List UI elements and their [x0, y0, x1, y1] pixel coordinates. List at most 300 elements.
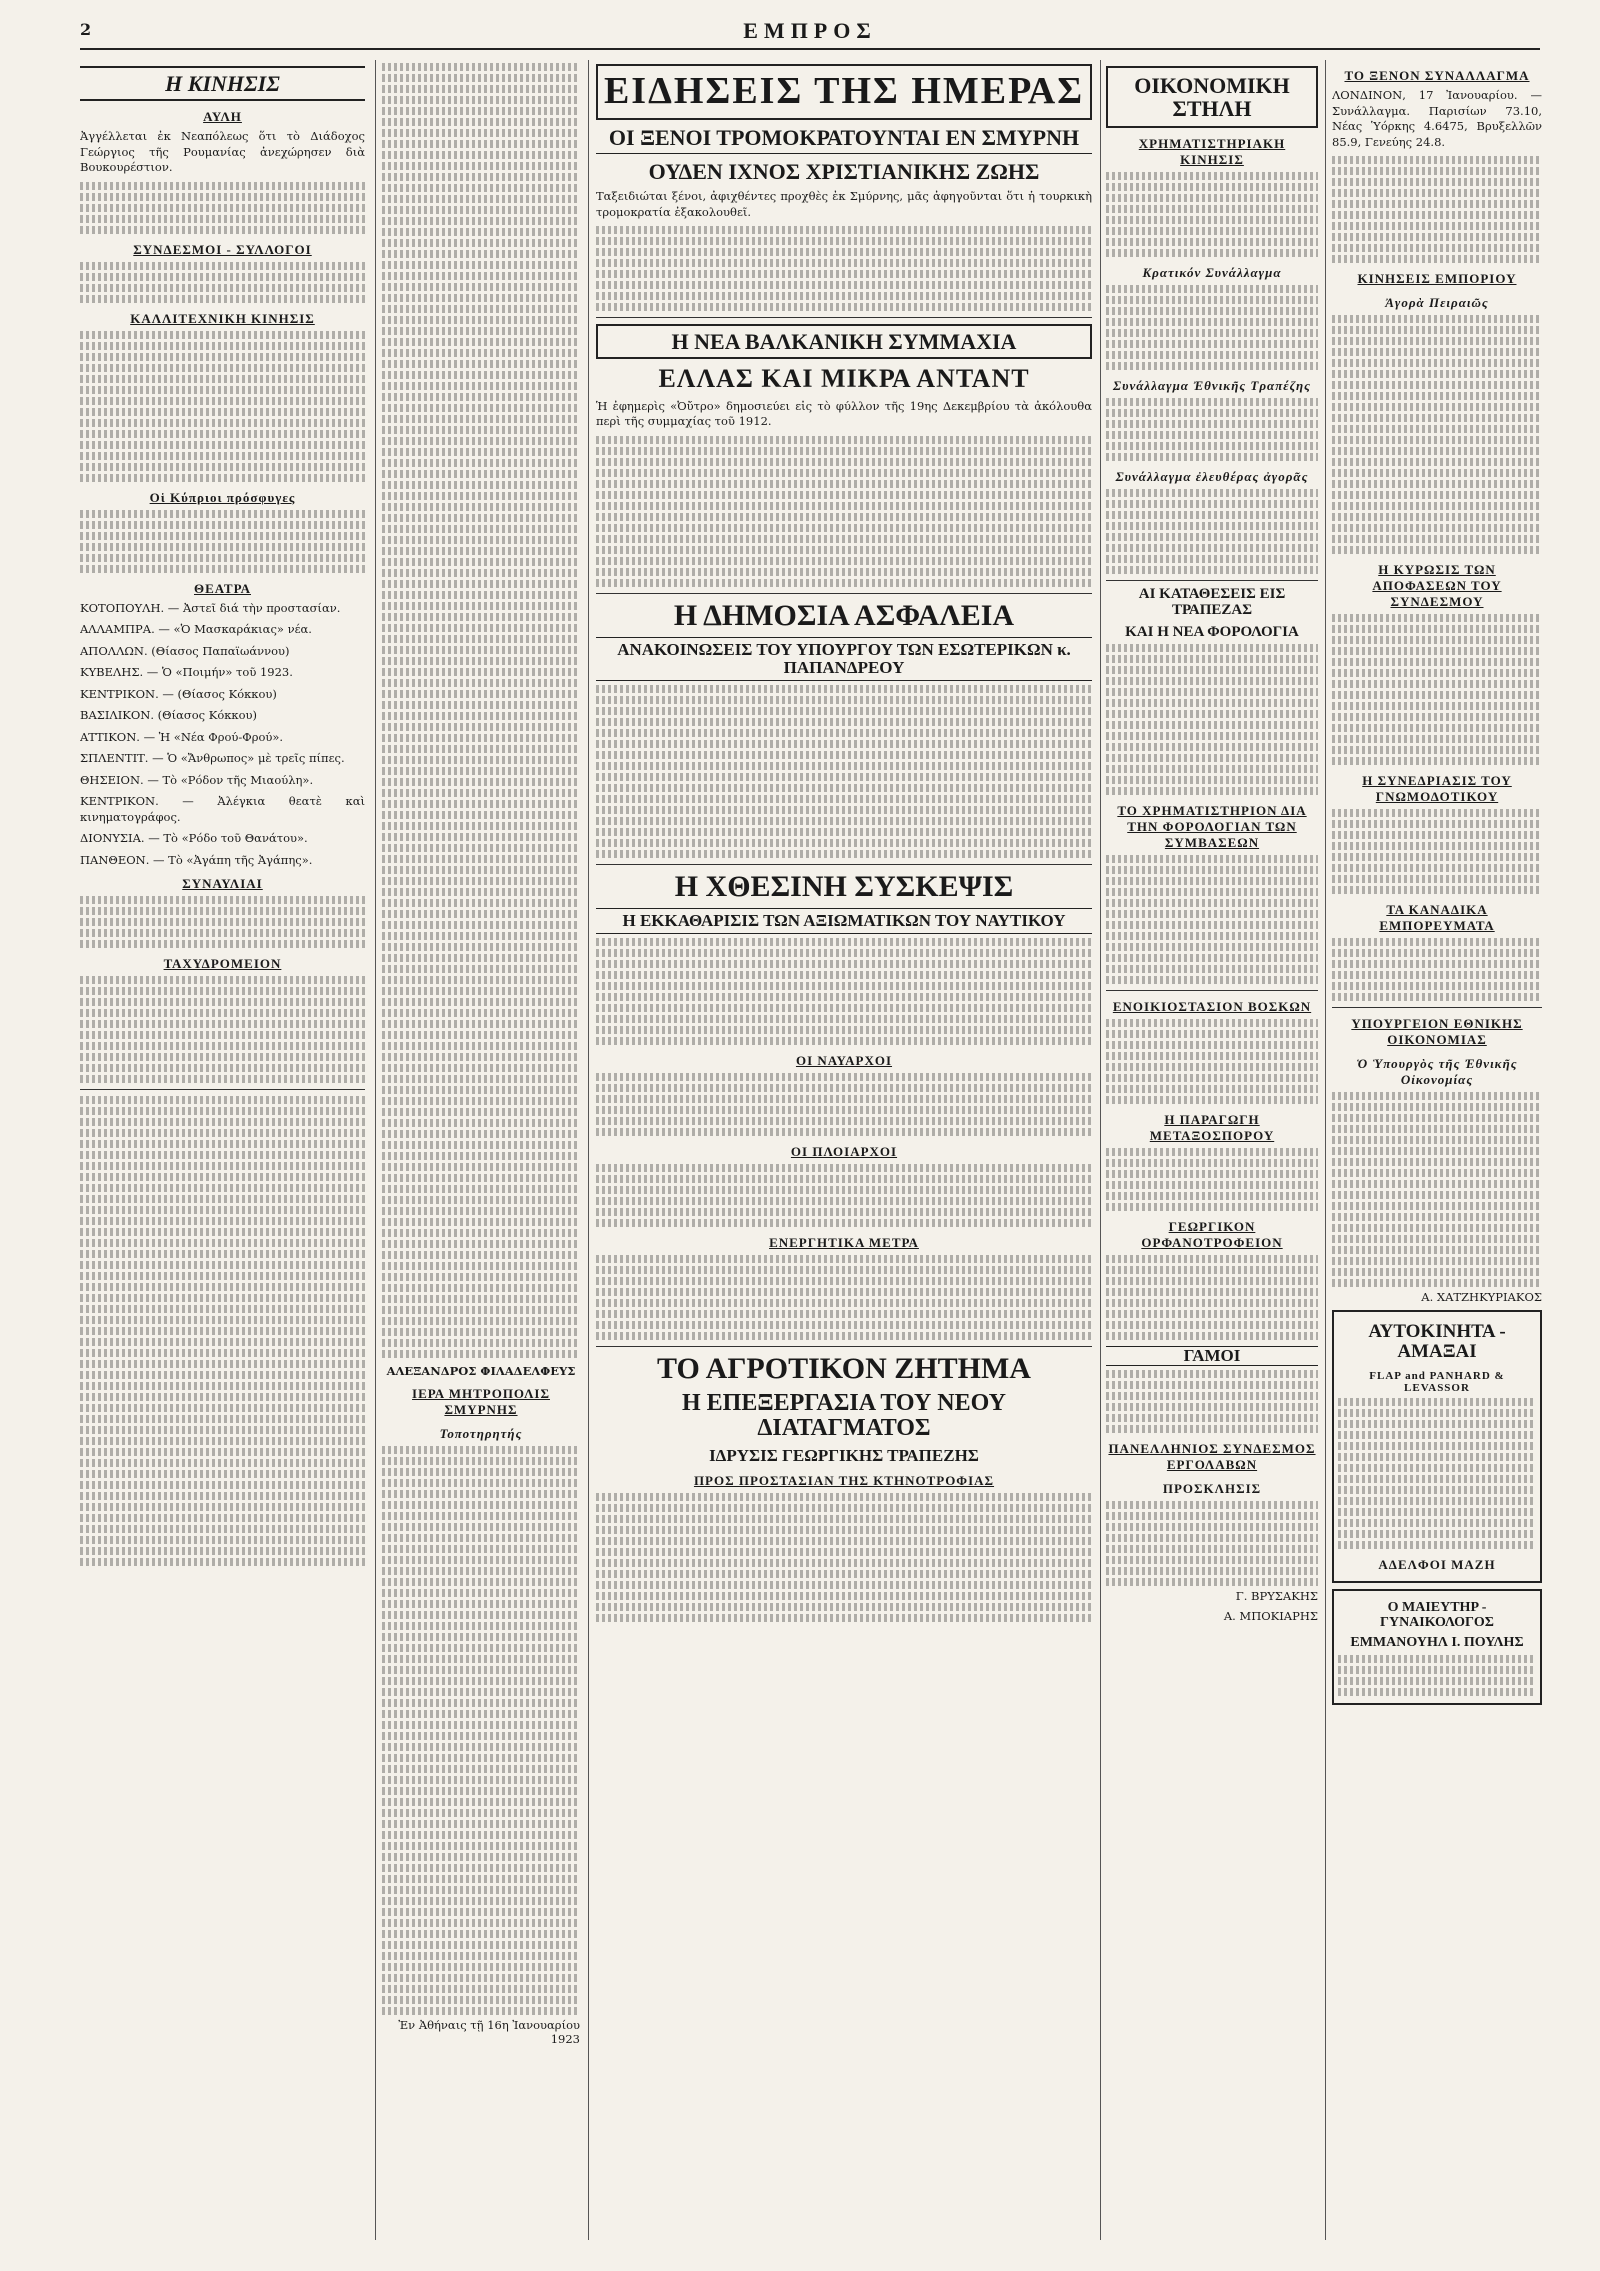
illegible-text-line [382, 1886, 580, 1894]
illegible-text-line [382, 800, 580, 808]
illegible-text-line [596, 1015, 1092, 1023]
illegible-text-line [382, 1633, 580, 1641]
signature: Γ. ΒΡΥΣΑΚΗΣ [1235, 1589, 1318, 1604]
illegible-text-line [382, 261, 580, 269]
illegible-text-line [1332, 436, 1542, 444]
illegible-text-line [382, 844, 580, 852]
illegible-text-line [1332, 425, 1542, 433]
illegible-text-line [1106, 307, 1318, 315]
illegible-text-line [1106, 1523, 1318, 1531]
illegible-text-line [1332, 960, 1542, 968]
illegible-text-line [596, 237, 1092, 245]
illegible-text-line [382, 1743, 580, 1751]
illegible-text-line [1338, 1475, 1536, 1483]
illegible-text-line [382, 1721, 580, 1729]
illegible-text-line [382, 1600, 580, 1608]
illegible-text-line [382, 1754, 580, 1762]
illegible-text-line [382, 294, 580, 302]
illegible-text-line [596, 469, 1092, 477]
illegible-text-line [1332, 524, 1542, 532]
illegible-text-line [596, 1537, 1092, 1545]
illegible-text-line [382, 1240, 580, 1248]
illegible-text-line [382, 1163, 580, 1171]
illegible-text-line [1106, 522, 1318, 530]
illegible-text-line [382, 107, 580, 115]
illegible-text-line [596, 806, 1092, 814]
illegible-text-line [596, 447, 1092, 455]
illegible-text-line [382, 1479, 580, 1487]
illegible-text-line [1106, 932, 1318, 940]
illegible-text-line [382, 954, 580, 962]
illegible-text-line [382, 1985, 580, 1993]
illegible-text-line [596, 226, 1092, 234]
illegible-text-line [596, 1026, 1092, 1034]
illegible-text-line [382, 140, 580, 148]
illegible-text-line [596, 535, 1092, 543]
illegible-text-line [596, 1603, 1092, 1611]
illegible-text-line [1332, 315, 1542, 323]
illegible-text-line [1338, 1398, 1536, 1406]
headline: ΑΙ ΚΑΤΑΘΕΣΕΙΣ ΕΙΣ ΤΡΑΠΕΖΑΣ [1138, 586, 1286, 618]
theatre-listing: ΔΙΟΝΥΣΙΑ. — Τὸ «Ρόδο τοῦ Θανάτου». [80, 831, 308, 846]
illegible-text-line [1332, 458, 1542, 466]
illegible-text-line [1106, 721, 1318, 729]
illegible-text-line [596, 982, 1092, 990]
illegible-text-line [382, 932, 580, 940]
illegible-text-line [382, 602, 580, 610]
illegible-text-line [596, 281, 1092, 289]
illegible-text-line [382, 558, 580, 566]
illegible-text-line [1332, 1103, 1542, 1111]
illegible-text-line [1106, 420, 1318, 428]
illegible-text-line [1338, 1530, 1536, 1538]
illegible-text-line [1106, 1578, 1318, 1586]
illegible-text-line [1332, 535, 1542, 543]
illegible-text-line [1332, 200, 1542, 208]
illegible-text-line [596, 579, 1092, 587]
illegible-text-line [1332, 1279, 1542, 1287]
illegible-text-line [1332, 1169, 1542, 1177]
illegible-text-line [1106, 1403, 1318, 1411]
illegible-text-line [1106, 732, 1318, 740]
ad-title: ΑΥΤΟΚΙΝΗΤΑ - ΑΜΑΞΑΙ [1368, 1321, 1506, 1362]
illegible-text-line [596, 1592, 1092, 1600]
illegible-text-line [596, 784, 1092, 792]
illegible-text-line [382, 173, 580, 181]
illegible-text-line [1106, 172, 1318, 180]
illegible-text-line [382, 1996, 580, 2004]
illegible-text-line [382, 2007, 580, 2015]
illegible-text-line [596, 1004, 1092, 1012]
illegible-text-line [382, 1842, 580, 1850]
illegible-text-line [1106, 866, 1318, 874]
illegible-text-line [382, 1009, 580, 1017]
news-banner: ΕΙΔΗΣΕΙΣ ΤΗΣ ΗΜΕΡΑΣ [596, 64, 1092, 120]
illegible-text-line [382, 734, 580, 742]
illegible-text-line [382, 547, 580, 555]
illegible-text-line [1332, 255, 1542, 263]
illegible-text-line [382, 1732, 580, 1740]
illegible-text-line [1106, 227, 1318, 235]
illegible-text-line [382, 1688, 580, 1696]
illegible-text-line [596, 839, 1092, 847]
illegible-text-line [382, 921, 580, 929]
illegible-text-line [1332, 875, 1542, 883]
illegible-text-line [382, 1919, 580, 1927]
ad-title: Ο ΜΑΙΕΥΤΗΡ - ΓΥΝΑΙΚΟΛΟΓΟΣ [1380, 1599, 1494, 1630]
theatre-listing: ΑΠΟΛΛΩΝ. (Θίασος Παπαϊωάννου) [80, 643, 290, 658]
theatre-listing: ΚΕΝΤΡΙΚΟΝ. — (Θίασος Κόκκου) [80, 686, 277, 701]
illegible-text-line [1332, 337, 1542, 345]
illegible-text-line [382, 459, 580, 467]
illegible-text-line [382, 1908, 580, 1916]
illegible-text-line [1106, 1192, 1318, 1200]
illegible-text-line [596, 303, 1092, 311]
illegible-text-line [596, 458, 1092, 466]
illegible-text-line [1332, 1092, 1542, 1100]
headline: ΟΥΔΕΝ ΙΧΝΟΣ ΧΡΙΣΤΙΑΝΙΚΗΣ ΖΩΗΣ [648, 158, 1040, 184]
illegible-text-line [1106, 943, 1318, 951]
illegible-text-line [1106, 1414, 1318, 1422]
illegible-text-line [1106, 362, 1318, 370]
illegible-text-line [382, 1677, 580, 1685]
illegible-text-line [382, 448, 580, 456]
illegible-text-line [596, 685, 1092, 693]
illegible-text-line [382, 1295, 580, 1303]
illegible-text-line [382, 1053, 580, 1061]
illegible-text-line [1106, 1545, 1318, 1553]
theatre-listing: ΚΟΤΟΠΟΥΛΗ. — Ἀστεῖ διά τὴν προστασίαν. [80, 600, 341, 615]
headline: ΑΝΑΚΟΙΝΩΣΕΙΣ ΤΟΥ ΥΠΟΥΡΓΟΥ ΤΩΝ ΕΣΩΤΕΡΙΚΩΝ κ. ΠΑΠΑΝΔΡΕΟΥ [596, 637, 1092, 681]
illegible-text-line [382, 1075, 580, 1083]
illegible-text-line [1106, 899, 1318, 907]
theatre-listing: ΚΕΝΤΡΙΚΟΝ. — Ἀλέγκια θεατὲ καὶ κινηματογράφος. [80, 794, 365, 824]
illegible-text-line [1106, 194, 1318, 202]
illegible-text-line [382, 1512, 580, 1520]
illegible-text-line [1338, 1666, 1536, 1674]
illegible-text-line [1106, 743, 1318, 751]
headline: ΚΑΙ Η ΝΕΑ ΦΟΡΟΛΟΓΙΑ [1125, 623, 1299, 640]
section-title: ΤΟ ΞΕΝΟΝ ΣΥΝΑΛΛΑΓΜΑ [1344, 68, 1530, 83]
illegible-text-line [1106, 398, 1318, 406]
illegible-text-line [1106, 285, 1318, 293]
illegible-text-line [1332, 502, 1542, 510]
illegible-text-line [382, 316, 580, 324]
illegible-text-line [1106, 1512, 1318, 1520]
illegible-text-line [596, 524, 1092, 532]
illegible-text-line [1106, 1332, 1318, 1340]
illegible-text-line [1332, 809, 1542, 817]
illegible-text-line [382, 1218, 580, 1226]
column-two [382, 60, 580, 2240]
illegible-text-line [382, 1020, 580, 1028]
illegible-text-line [382, 1534, 580, 1542]
illegible-text-line [596, 491, 1092, 499]
section-title: Οἱ Κύπριοι πρόσφυγες [149, 489, 296, 505]
masthead [80, 18, 1540, 50]
illegible-text-line [382, 272, 580, 280]
section-title: ΥΠΟΥΡΓΕΙΟΝ ΕΘΝΙΚΗΣ ΟΙΚΟΝΟΜΙΑΣ [1351, 1016, 1523, 1048]
illegible-text-line [382, 1809, 580, 1817]
illegible-text-line [596, 762, 1092, 770]
ad-brand: FLAP and PANHARD & LEVASSOR [1369, 1369, 1505, 1394]
illegible-text-line [1106, 776, 1318, 784]
signature: ΑΛΕΞΑΝΔΡΟΣ ΦΙΛΑΔΕΛΦΕΥΣ [386, 1364, 576, 1378]
illegible-text-line [382, 1501, 580, 1509]
illegible-text-line [596, 292, 1092, 300]
illegible-text-line [1106, 216, 1318, 224]
illegible-text-line [382, 1567, 580, 1575]
illegible-text-line [1332, 691, 1542, 699]
illegible-text-line [1332, 658, 1542, 666]
illegible-text-line [1332, 1246, 1542, 1254]
illegible-text-line [596, 949, 1092, 957]
illegible-text-line [382, 1864, 580, 1872]
illegible-text-line [1332, 167, 1542, 175]
column-news [596, 60, 1092, 2240]
article-text: Ἡ ἐφημερὶς «Ὀὔτρο» δημοσιεύει εἰς τὸ φύλλον τῆς 19ης Δεκεμβρίου τὰ ἀκόλουθα περὶ τῆς συμμαχίας τοῦ 1912. [596, 398, 1092, 429]
illegible-text-line [596, 1321, 1092, 1329]
section-title: ΧΡΗΜΑΤΙΣΤΗΡΙΑΚΗ ΚΙΝΗΣΙΣ [1138, 136, 1286, 168]
theatre-listing: ΚΥΒΕΛΗΣ. — Ὁ «Ποιμήν» τοῦ 1923. [80, 665, 293, 680]
illegible-text-line [1338, 1486, 1536, 1494]
illegible-text-line [1332, 513, 1542, 521]
illegible-text-line [382, 415, 580, 423]
illegible-text-line [382, 1064, 580, 1072]
illegible-text-line [1332, 1213, 1542, 1221]
illegible-text-line [1106, 1074, 1318, 1082]
illegible-text-line [382, 1545, 580, 1553]
illegible-text-line [382, 987, 580, 995]
illegible-text-line [1106, 238, 1318, 246]
illegible-text-line [596, 1266, 1092, 1274]
illegible-text-line [1106, 1277, 1318, 1285]
illegible-text-line [382, 1622, 580, 1630]
section-title: ΕΝΕΡΓΗΤΙΚΑ ΜΕΤΡΑ [769, 1235, 919, 1251]
illegible-text-line [1338, 1541, 1536, 1549]
illegible-text-line [1106, 1181, 1318, 1189]
illegible-text-line [1338, 1453, 1536, 1461]
illegible-text-line [1106, 910, 1318, 918]
illegible-text-line [1106, 533, 1318, 541]
illegible-text-line [1332, 669, 1542, 677]
illegible-text-line [382, 1251, 580, 1259]
illegible-text-line [596, 1186, 1092, 1194]
illegible-text-line [382, 371, 580, 379]
illegible-text-line [382, 1031, 580, 1039]
illegible-text-line [382, 1207, 580, 1215]
illegible-text-line [1106, 921, 1318, 929]
headline: Η ΕΠΕΞΕΡΓΑΣΙΑ ΤΟΥ ΝΕΟΥ ΔΙΑΤΑΓΜΑΤΟΣ [682, 1389, 1006, 1441]
illegible-text-line [382, 1086, 580, 1094]
illegible-text-line [1338, 1431, 1536, 1439]
illegible-text-line [1338, 1677, 1536, 1685]
illegible-text-line [382, 767, 580, 775]
illegible-text-line [382, 118, 580, 126]
section-title: Η ΚΥΡΩΣΙΣ ΤΩΝ ΑΠΟΦΑΣΕΩΝ ΤΟΥ ΣΥΝΔΕΣΜΟΥ [1372, 562, 1502, 610]
illegible-text-line [596, 248, 1092, 256]
illegible-text-line [1106, 1534, 1318, 1542]
theatre-listing: ΑΤΤΙΚΟΝ. — Ἡ «Νέα Φρού-Φρού». [80, 729, 284, 744]
illegible-text-line [596, 938, 1092, 946]
section-title: Η ΣΥΝΕΔΡΙΑΣΙΣ ΤΟΥ ΓΝΩΜΟΔΟΤΙΚΟΥ [1362, 773, 1512, 805]
illegible-text-line [382, 701, 580, 709]
illegible-text-line [1332, 993, 1542, 1001]
illegible-text-line [1332, 546, 1542, 554]
illegible-text-line [1106, 340, 1318, 348]
illegible-text-line [382, 778, 580, 786]
illegible-text-line [382, 481, 580, 489]
illegible-text-line [382, 305, 580, 313]
illegible-text-line [1332, 982, 1542, 990]
illegible-text-line [1338, 1409, 1536, 1417]
illegible-text-line [382, 1875, 580, 1883]
illegible-text-line [1106, 1425, 1318, 1433]
illegible-text-line [596, 795, 1092, 803]
section-title: ΚΙΝΗΣΕΙΣ ΕΜΠΟΡΙΟΥ [1357, 271, 1517, 287]
headline: Η ΝΕΑ ΒΑΛΚΑΝΙΚΗ ΣΥΜΜΑΧΙΑ [596, 324, 1092, 359]
ad-firm: ΑΔΕΛΦΟΙ ΜΑΖΗ [1378, 1556, 1496, 1572]
headline: ΟΙ ΞΕΝΟΙ ΤΡΟΜΟΚΡΑΤΟΥΝΤΑΙ ΕΝ ΣΜΥΡΝΗ [596, 126, 1092, 154]
illegible-text-line [1332, 189, 1542, 197]
illegible-text-line [382, 1820, 580, 1828]
illegible-text-line [1106, 318, 1318, 326]
illegible-text-line [1106, 1203, 1318, 1211]
illegible-text-line [382, 888, 580, 896]
illegible-text-line [1332, 222, 1542, 230]
headline: ΙΔΡΥΣΙΣ ΓΕΩΡΓΙΚΗΣ ΤΡΑΠΕΖΗΣ [709, 1445, 979, 1465]
illegible-text-line [1332, 1114, 1542, 1122]
illegible-text-line [1332, 1158, 1542, 1166]
section-title: Κρατικόν Συνάλλαγμα [1142, 265, 1282, 281]
section-title: ΠΡΟΣ ΠΡΟΣΤΑΣΙΑΝ ΤΗΣ ΚΤΗΝΟΤΡΟΦΙΑΣ [693, 1472, 995, 1488]
illegible-text-line [596, 1548, 1092, 1556]
illegible-text-line [596, 773, 1092, 781]
illegible-text-line [596, 480, 1092, 488]
illegible-text-line [1332, 359, 1542, 367]
theatre-listing: ΠΑΝΘΕΟΝ. — Τὸ «Ἀγάπη τῆς Ἀγάπης». [80, 852, 313, 867]
illegible-text-line [596, 993, 1092, 1001]
illegible-text-line [1106, 1063, 1318, 1071]
illegible-text-line [382, 1523, 580, 1531]
illegible-text-line [596, 1504, 1092, 1512]
illegible-text-line [1106, 1310, 1318, 1318]
illegible-text-line [596, 1164, 1092, 1172]
illegible-text-line [382, 591, 580, 599]
illegible-text-line [382, 382, 580, 390]
illegible-text-line [1106, 1556, 1318, 1564]
illegible-text-line [382, 756, 580, 764]
illegible-text-line [382, 822, 580, 830]
headline: Η ΧΘΕΣΙΝΗ ΣΥΣΚΕΨΙΣ [674, 869, 1014, 903]
illegible-text-line [1332, 381, 1542, 389]
illegible-text-line [382, 1152, 580, 1160]
illegible-text-line [382, 855, 580, 863]
illegible-text-line [596, 1197, 1092, 1205]
illegible-text-line [382, 228, 580, 236]
illegible-text-line [382, 1457, 580, 1465]
illegible-text-line [1106, 183, 1318, 191]
illegible-text-line [596, 707, 1092, 715]
illegible-text-line [1338, 1497, 1536, 1505]
illegible-text-line [382, 1490, 580, 1498]
illegible-text-line [1106, 453, 1318, 461]
illegible-text-line [1106, 511, 1318, 519]
illegible-text-line [1332, 156, 1542, 164]
illegible-text-line [1332, 636, 1542, 644]
section-title: Συνάλλαγμα ἐλευθέρας ἀγορᾶς [1115, 469, 1309, 485]
illegible-text-line [382, 1853, 580, 1861]
illegible-text-line [596, 1515, 1092, 1523]
illegible-text-line [596, 568, 1092, 576]
illegible-text-line [382, 1097, 580, 1105]
illegible-text-line [596, 1255, 1092, 1263]
illegible-text-line [382, 833, 580, 841]
section-title: Συνάλλαγμα Ἐθνικῆς Τραπέζης [1113, 378, 1311, 394]
illegible-text-line [596, 1084, 1092, 1092]
illegible-text-line [1332, 647, 1542, 655]
illegible-text-line [1332, 938, 1542, 946]
illegible-text-line [382, 998, 580, 1006]
illegible-text-line [1332, 949, 1542, 957]
illegible-text-line [382, 745, 580, 753]
article-text: ΛΟΝΔΙΝΟΝ, 17 Ἰανουαρίου. — Συνάλλαγμα. Παρισίων 73.10, Νέας Ὑόρκης 4.6475, Βρυξελλῶν 85.9, Γενεύης 24.8. [1332, 88, 1542, 149]
illegible-text-line [382, 910, 580, 918]
illegible-text-line [1332, 724, 1542, 732]
illegible-text-line [382, 1350, 580, 1358]
illegible-text-line [1332, 469, 1542, 477]
illegible-text-line [382, 1108, 580, 1116]
illegible-text-line [382, 1798, 580, 1806]
illegible-text-line [596, 729, 1092, 737]
illegible-text-line [1332, 392, 1542, 400]
illegible-text-line [382, 569, 580, 577]
illegible-text-line [382, 624, 580, 632]
illegible-text-line [1106, 1019, 1318, 1027]
illegible-text-line [382, 1174, 580, 1182]
illegible-text-line [1106, 1501, 1318, 1509]
illegible-text-line [1106, 489, 1318, 497]
illegible-text-line [1332, 211, 1542, 219]
illegible-text-line [382, 866, 580, 874]
illegible-text-line [382, 1941, 580, 1949]
illegible-text-line [1106, 1030, 1318, 1038]
article-text: Ἀγγέλλεται ἐκ Νεαπόλεως ὅτι τὸ Διάδοχος Γεώργιος τῆς Ρουμανίας ἀνεχώρησεν διὰ Βουκουρέστιον. [80, 129, 365, 175]
illegible-text-line [382, 635, 580, 643]
illegible-text-line [1106, 710, 1318, 718]
illegible-text-line [596, 1299, 1092, 1307]
illegible-text-line [1106, 699, 1318, 707]
illegible-text-line [382, 437, 580, 445]
section-title: ΣΥΝΔΕΣΜΟΙ - ΣΥΛΛΟΓΟΙ [133, 241, 312, 257]
illegible-text-line [1338, 1519, 1536, 1527]
illegible-text-line [382, 690, 580, 698]
illegible-text-line [1332, 370, 1542, 378]
illegible-text-line [1332, 820, 1542, 828]
illegible-text-line [1106, 965, 1318, 973]
section-title: ΟΙ ΝΑΥΑΡΧΟΙ [795, 1053, 893, 1069]
illegible-text-line [1332, 480, 1542, 488]
illegible-text-line [382, 96, 580, 104]
section-subtitle: Τοποτηρητής [439, 1426, 523, 1441]
illegible-text-line [596, 850, 1092, 858]
illegible-text-line [382, 1963, 580, 1971]
illegible-text-line [1332, 447, 1542, 455]
illegible-text-line [1106, 1567, 1318, 1575]
illegible-text-line [596, 1095, 1092, 1103]
illegible-text-line [1106, 1148, 1318, 1156]
illegible-text-line [596, 546, 1092, 554]
